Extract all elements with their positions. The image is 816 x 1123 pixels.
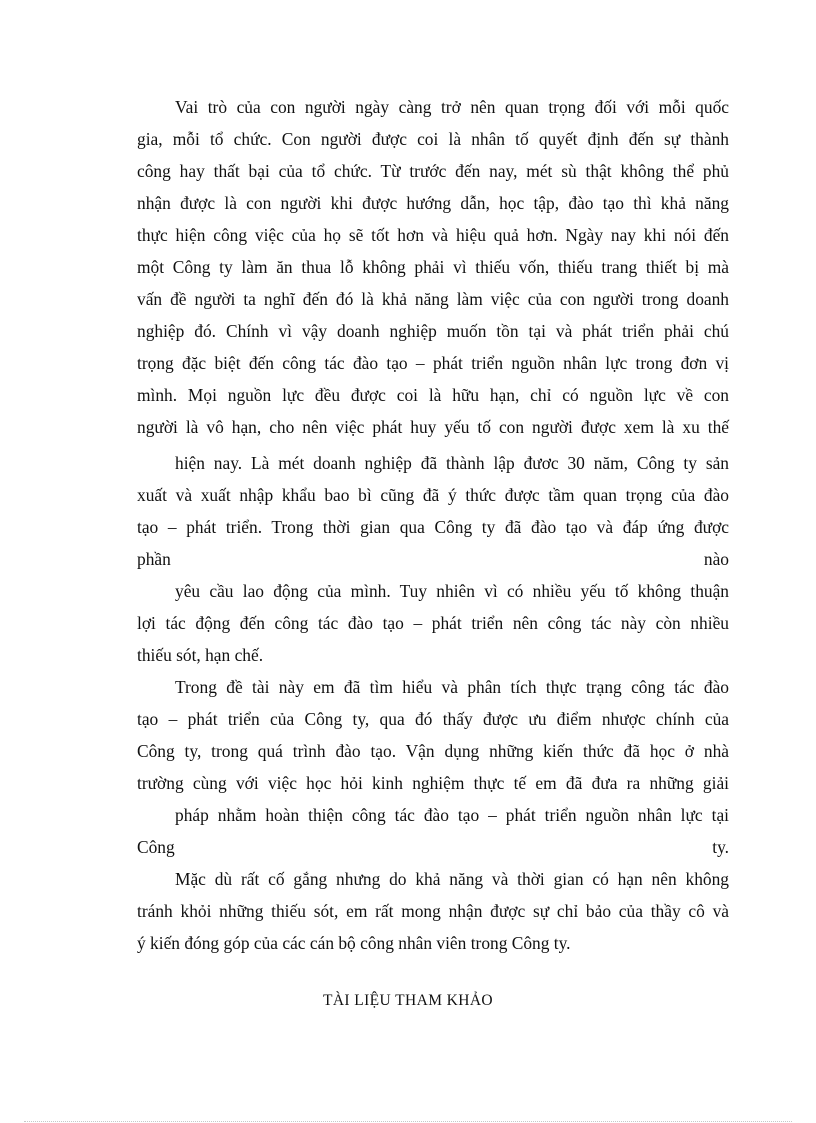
body-line: ý kiến đóng góp của các cán bộ công nhân viên trong Công ty. — [137, 933, 571, 953]
body-line: thiếu sót, hạn chế. — [137, 645, 264, 665]
body-line: nhận được là con người khi được hướng dẫn, học tập, đào tạo thì khả năng — [137, 193, 729, 213]
body-line: Công ty, trong quá trình đào tạo. Vận dụng những kiến thức đã học ở nhà — [137, 741, 729, 761]
body-line: Trong đề tài này em đã tìm hiểu và phân tích thực trạng công tác đào — [175, 677, 729, 697]
body-line: tạo – phát triển của Công ty, qua đó thấy được ưu điểm nhược chính của — [137, 709, 729, 729]
body-line: yêu cầu lao động của mình. Tuy nhiên vì có nhiều yếu tố không thuận — [175, 581, 729, 601]
body-line: tạo – phát triển. Trong thời gian qua Công ty đã đào tạo và đáp ứng được — [137, 517, 729, 537]
references-heading: TÀI LIỆU THAM KHẢO — [322, 992, 494, 1009]
body-line: Mặc dù rất cố gắng nhưng do khả năng và thời gian có hạn nên không — [175, 869, 729, 889]
body-line: xuất và xuất nhập khẩu bao bì cũng đã ý thức được tầm quan trọng của đào — [137, 485, 729, 505]
body-line: thực hiện công việc của họ sẽ tốt hơn và hiệu quả hơn. Ngày nay khi nói đến — [137, 225, 729, 245]
body-line: gia, mỗi tổ chức. Con người được coi là nhân tố quyết định đến sự thành — [137, 129, 729, 149]
body-line: phần nào — [137, 549, 729, 569]
body-line: vấn đề người ta nghĩ đến đó là khả năng làm việc của con người trong doanh — [137, 289, 729, 309]
body-line: trọng đặc biệt đến công tác đào tạo – phát triển nguồn nhân lực trong đơn vị — [137, 353, 729, 373]
body-line: mình. Mọi nguồn lực đều được coi là hữu hạn, chỉ có nguồn lực về con — [137, 385, 729, 405]
body-line: công hay thất bại của tổ chức. Từ trước đến nay, mét sù thật không thể phủ — [137, 161, 729, 181]
body-line: người là vô hạn, cho nên việc phát huy yếu tố con người được xem là xu thế — [137, 417, 729, 437]
body-line: Vai trò của con người ngày càng trở nên quan trọng đối với mỗi quốc — [175, 97, 729, 117]
body-line: hiện nay. Là mét doanh nghiệp đã thành lập đươc 30 năm, Công ty sản — [175, 453, 729, 473]
body-line: một Công ty làm ăn thua lỗ không phải vì thiếu vốn, thiếu trang thiết bị mà — [137, 257, 729, 277]
body-line: Công ty. — [137, 837, 729, 857]
body-line: lợi tác động đến công tác đào tạo – phát triển nên công tác này còn nhiều — [137, 613, 729, 633]
body-line: trường cùng với việc học hỏi kinh nghiệm thực tế em đã đưa ra những giải — [137, 773, 729, 793]
page-bottom-divider — [24, 1121, 792, 1122]
body-line: tránh khỏi những thiếu sót, em rất mong nhận được sự chỉ bảo của thầy cô và — [137, 901, 729, 921]
body-line: pháp nhằm hoàn thiện công tác đào tạo – phát triển nguồn nhân lực tại — [175, 805, 729, 825]
body-line: nghiệp đó. Chính vì vậy doanh nghiệp muốn tồn tại và phát triển phải chú — [137, 321, 729, 341]
